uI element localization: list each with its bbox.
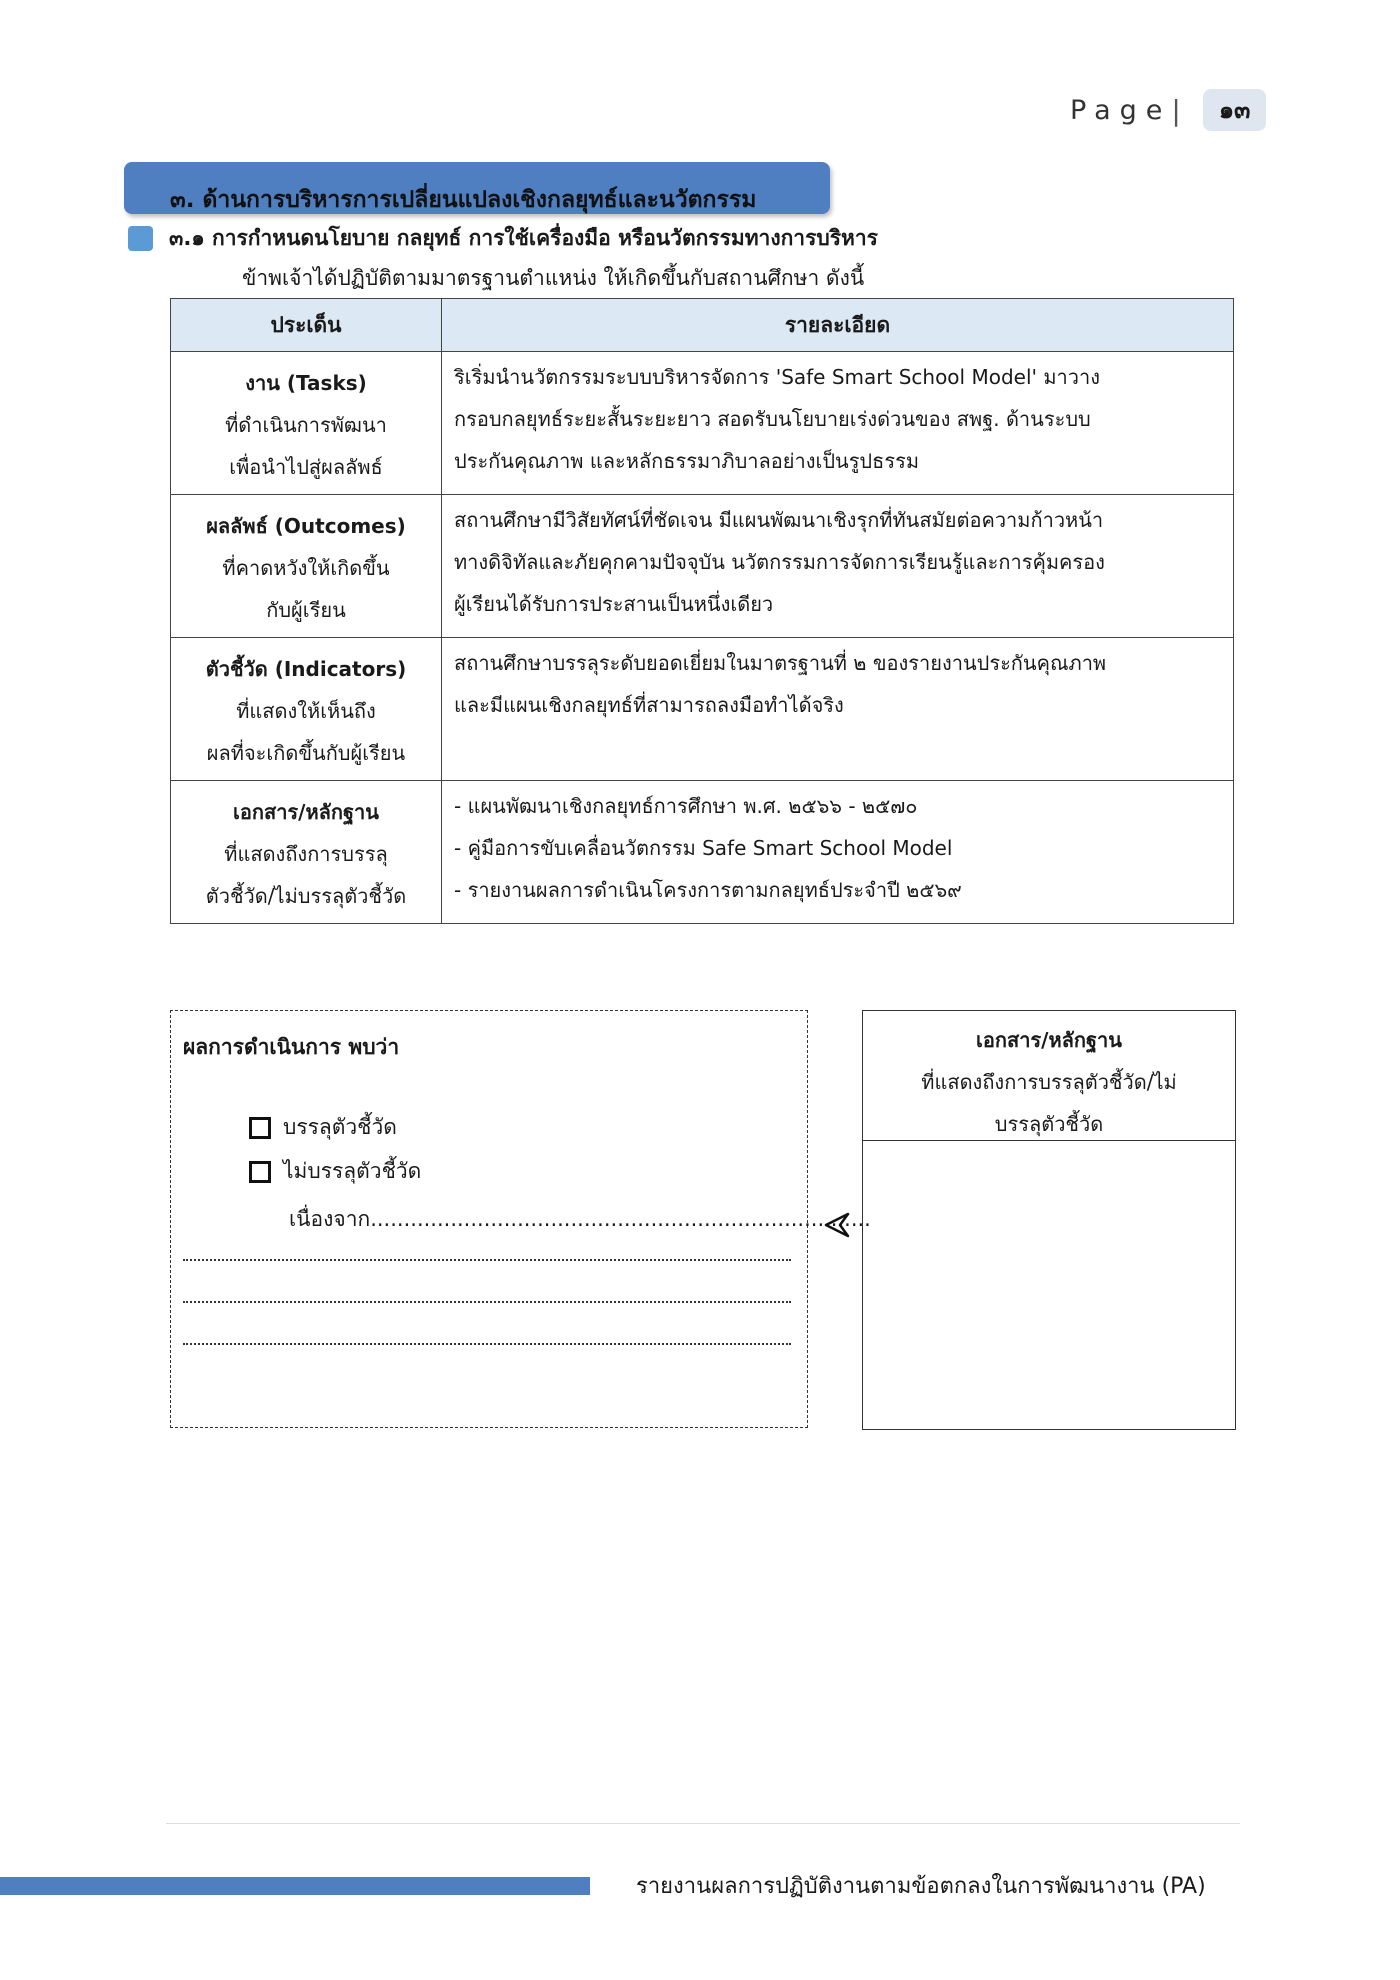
issue-title: งาน (Tasks)	[245, 371, 367, 395]
evidence-content-area[interactable]	[863, 1141, 1235, 1427]
dotted-line[interactable]	[183, 1301, 791, 1303]
detail-line: กรอบกลยุทธ์ระยะสั้นระยะยาว สอดรับนโยบายเร่งด่วนของ สพฐ. ด้านระบบ	[454, 407, 1091, 431]
arrow-left-svg	[822, 1210, 852, 1240]
detail-line: ประกันคุณภาพ และหลักธรรมาภิบาลอย่างเป็นรูปธรรม	[454, 449, 919, 473]
table-row-tasks	[171, 352, 1234, 495]
section-banner	[124, 162, 830, 214]
issue-subtitle: ผลที่จะเกิดขึ้นกับผู้เรียน	[206, 741, 406, 765]
issue-subtitle: ที่แสดงถึงการบรรลุ	[224, 842, 388, 866]
table-row-outcomes	[171, 495, 1234, 638]
achieved-label: บรรลุตัวชี้วัด	[283, 1115, 397, 1139]
page-number: ๑๓	[1203, 89, 1267, 131]
issue-cell	[171, 781, 442, 924]
section-title: ๓. ด้านการบริหารการเปลี่ยนแปลงเชิงกลยุทธ์และนวัตกรรม	[170, 187, 757, 213]
not-achieved-checkbox[interactable]	[249, 1161, 271, 1183]
issue-subtitle: ที่คาดหวังให้เกิดขึ้น	[222, 556, 390, 580]
subsection-title: ๓.๑ การกำหนดนโยบาย กลยุทธ์ การใช้เครื่องมือ หรือนวัตกรรมทางการบริหาร	[169, 226, 878, 250]
detail-line: - รายงานผลการดำเนินโครงการตามกลยุทธ์ประจำปี ๒๕๖๙	[454, 878, 962, 902]
issue-subtitle: ตัวชี้วัด/ไม่บรรลุตัวชี้วัด	[205, 884, 407, 908]
detail-line: ผู้เรียนได้รับการประสานเป็นหนึ่งเดียว	[454, 592, 774, 616]
table-row-evidence	[171, 781, 1234, 924]
issue-cell	[171, 638, 442, 781]
footer-text: รายงานผลการปฏิบัติงานตามข้อตกลงในการพัฒนางาน (PA)	[636, 1874, 1206, 1899]
issue-title: ผลลัพธ์ (Outcomes)	[206, 514, 406, 538]
option-not-achieved[interactable]	[249, 1155, 421, 1188]
issue-subtitle: ที่แสดงให้เห็นถึง	[236, 699, 376, 723]
issue-cell	[171, 495, 442, 638]
subsection-heading	[128, 222, 878, 255]
detail-line: - แผนพัฒนาเชิงกลยุทธ์การศึกษา พ.ศ. ๒๕๖๖ - ๒๕๗๐	[454, 794, 918, 818]
page-label: Page	[1070, 94, 1172, 126]
achieved-checkbox[interactable]	[249, 1117, 271, 1139]
intro-text: ข้าพเจ้าได้ปฏิบัติตามมาตรฐานตำแหน่ง ให้เกิดขึ้นกับสถานศึกษา ดังนี้	[242, 266, 865, 290]
detail-line: สถานศึกษาบรรลุระดับยอดเยี่ยมในมาตรฐานที่ ๒ ของรายงานประกันคุณภาพ	[454, 651, 1107, 675]
detail-line: ริเริ่มนำนวัตกรรมระบบบริหารจัดการ 'Safe Smart School Model' มาวาง	[454, 365, 1100, 389]
dotted-line[interactable]	[183, 1343, 791, 1345]
footer-accent-bar	[0, 1877, 590, 1895]
table-header-row	[171, 299, 1234, 352]
result-box	[170, 1010, 871, 1428]
detail-line: และมีแผนเชิงกลยุทธ์ที่สามารถลงมือทำได้จริง	[454, 693, 844, 717]
issue-cell	[171, 352, 442, 495]
reason-field[interactable]: เนื่องจาก...........................................................................	[289, 1207, 871, 1231]
detail-line: ทางดิจิทัลและภัยคุกคามปัจจุบัน นวัตกรรมการจัดการเรียนรู้และการคุ้มครอง	[454, 550, 1105, 574]
bullet-square-icon	[128, 226, 153, 251]
evidence-title: เอกสาร/หลักฐาน	[976, 1028, 1122, 1052]
option-achieved[interactable]	[249, 1111, 397, 1144]
issue-subtitle: ที่ดำเนินการพัฒนา	[225, 413, 387, 437]
detail-line: - คู่มือการขับเคลื่อนวัตกรรม Safe Smart School Model	[454, 836, 953, 860]
page-header	[1070, 88, 1266, 132]
not-achieved-label: ไม่บรรลุตัวชี้วัด	[283, 1159, 422, 1183]
issue-title: เอกสาร/หลักฐาน	[233, 800, 379, 824]
footer-divider	[166, 1823, 1240, 1824]
dotted-line[interactable]	[183, 1259, 791, 1261]
arrow-left-icon	[822, 1210, 852, 1248]
column-header-detail: รายละเอียด	[442, 299, 1234, 352]
column-header-issue: ประเด็น	[171, 299, 442, 352]
detail-cell	[442, 495, 1234, 638]
detail-line: สถานศึกษามีวิสัยทัศน์ที่ชัดเจน มีแผนพัฒนาเชิงรุกที่ทันสมัยต่อความก้าวหน้า	[454, 508, 1104, 532]
detail-cell	[442, 352, 1234, 495]
evidence-header	[863, 1011, 1235, 1141]
evidence-subtitle: บรรลุตัวชี้วัด	[994, 1112, 1104, 1136]
evidence-box	[862, 1010, 1236, 1430]
detail-cell	[442, 781, 1234, 924]
detail-cell	[442, 638, 1234, 781]
page-separator: |	[1171, 93, 1181, 127]
issue-subtitle: เพื่อนำไปสู่ผลลัพธ์	[229, 455, 383, 479]
evidence-subtitle: ที่แสดงถึงการบรรลุตัวชี้วัด/ไม่	[921, 1070, 1177, 1094]
issue-title: ตัวชี้วัด (Indicators)	[205, 657, 407, 681]
standards-table	[170, 298, 1234, 924]
issue-subtitle: กับผู้เรียน	[266, 598, 346, 622]
table-row-indicators	[171, 638, 1234, 781]
result-title: ผลการดำเนินการ พบว่า	[183, 1035, 400, 1059]
